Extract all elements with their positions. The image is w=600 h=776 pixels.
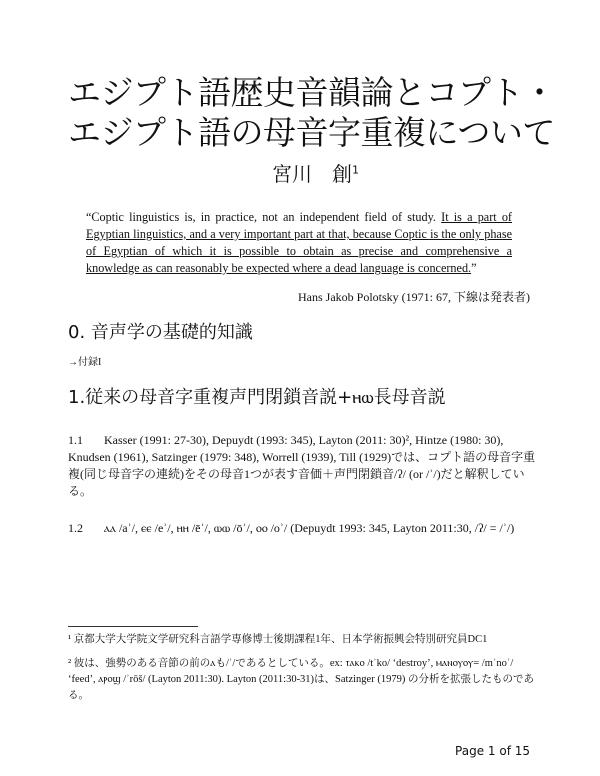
section-0-heading: 0. 音声学の基礎的知識 (68, 322, 253, 343)
author-name: 宮川 創 (272, 162, 352, 186)
quote-attribution: Hans Jakob Polotsky (1971: 67, 下線は発表者) (298, 290, 530, 304)
epigraph-quote (86, 209, 512, 277)
paragraph-text: Kasser (1991: 27-30), Depuydt (1993: 345), Layton (2011: 30)², Hintze (1980: 30), Knudsen (1961), Satzinger (1979: 348), Worrell (1939), Till (1929)では、コプト語の母音字重複(同じ母音字の連続)をその母音1つが表す音価＋声門閉鎖音/ʔ/ (or /ʾ/)だと解釈している。 (68, 433, 536, 498)
paragraph-text: ⲁⲁ /aʾ/, ⲉⲉ /eʾ/, ⲏⲏ /ēʾ/, ⲱⲱ /ōʾ/, ⲟⲟ /oʾ/ (Depuydt 1993: 345, Layton 2011:30, /ʔ/ = /ʾ/) (104, 521, 515, 535)
paragraph-number: 1.2 (68, 521, 83, 535)
quote-underlined: It is a part of Egyptian linguistics, and a very important part at that, because Coptic is the only phase of Egyptian of which it is possible to obtain as precise and comprehensive a knowledge as can reasonably be expected where a dead language is concerned. (86, 210, 512, 275)
quote-close: ” (471, 261, 477, 275)
paragraph-1-2 (68, 520, 536, 537)
footnote-divider (68, 626, 198, 627)
title-line-2: エジプト語の母音字重複について (68, 113, 555, 152)
author-footnote-mark: 1 (352, 163, 359, 177)
section-1-heading: 1.従来の母音字重複声門閉鎖音説+ⲏⲱ長母音説 (68, 387, 446, 408)
footnote-1: ¹ 京都大学大学院文学研究科言語学専修博士後期課程1年、日本学術振興会特別研究員DC1 (68, 634, 488, 645)
title-line-1: エジプト語歴史音韻論とコプト・ (68, 73, 556, 112)
page-number: Page 1 of 15 (455, 744, 530, 758)
paragraph-number: 1.1 (68, 433, 83, 447)
paragraph-1-1 (68, 432, 536, 500)
appendix-note: →付録I (68, 357, 102, 368)
footnote-2: ² 彼は、強勢のある音節の前のⲁも/ʾ/であるとしている。ex: ⲧⲁⲕⲟ /tʾko/ ‘destroy’, ⲙⲁⲛⲟⲩⲟⲩ= /mʾnoʾ/ ‘feed’, ⲁⲣⲟϣ /ʾrōš/ (Layton 2011:30). Layton (2011:30-31)は、Satzinger (1979) の分析を拡張したものである。 (68, 658, 534, 701)
author (272, 158, 359, 187)
quote-open: “Coptic linguistics is, in practice, not an independent field of study. (86, 210, 442, 224)
